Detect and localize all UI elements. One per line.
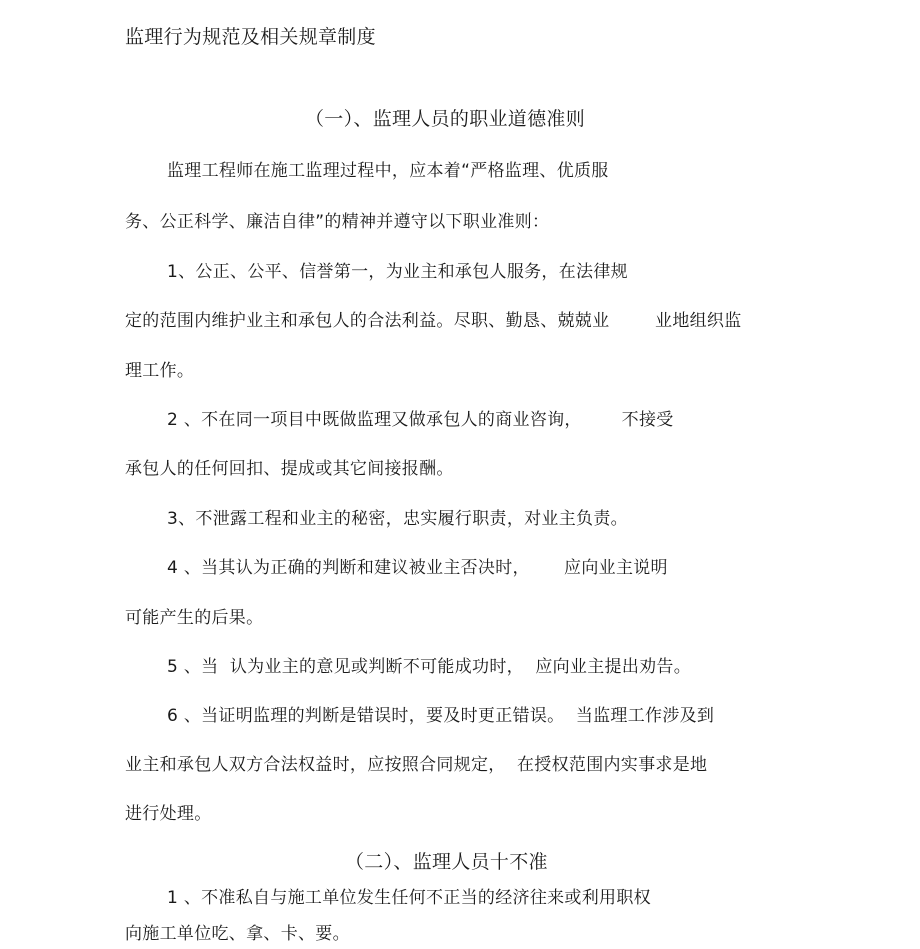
paragraph-line: 监理工程师在施工监理过程中，应本着“严格监理、优质服 — [167, 161, 609, 181]
paragraph-line: 定的范围内维护业主和承包人的合法利益。尽职、勤恳、兢兢业 业地组织监 — [125, 311, 742, 331]
paragraph-line: 务、公正科学、廉洁自律”的精神并遵守以下职业准则： — [125, 212, 550, 232]
paragraph-line: 6 、当证明监理的判断是错误时，要及时更正错误。 当监理工作涉及到 — [167, 706, 715, 726]
paragraph-line: 可能产生的后果。 — [125, 608, 264, 628]
paragraph-line: 1、公正、公平、信誉第一，为业主和承包人服务，在法律规 — [167, 262, 628, 282]
section-2-heading: （二）、监理人员十不准 — [345, 851, 548, 873]
paragraph-line: 4 、当其认为正确的判断和建议被业主否决时， 应向业主说明 — [167, 558, 668, 578]
paragraph-line: 5 、当 认为业主的意见或判断不可能成功时， 应向业主提出劝告。 — [167, 657, 692, 677]
paragraph-line: 2 、不在同一项目中既做监理又做承包人的商业咨询， 不接受 — [167, 410, 674, 430]
paragraph-line: 向施工单位吃、拿、卡、要。 — [125, 924, 350, 944]
paragraph-line: 业主和承包人双方合法权益时，应按照合同规定， 在授权范围内实事求是地 — [125, 755, 708, 775]
paragraph-line: 3、不泄露工程和业主的秘密，忠实履行职责，对业主负责。 — [167, 509, 628, 529]
paragraph-line: 进行处理。 — [125, 804, 212, 824]
paragraph-line: 承包人的任何回扣、提成或其它间接报酬。 — [125, 459, 454, 479]
paragraph-line: 1 、不准私自与施工单位发生任何不正当的经济往来或利用职权 — [167, 888, 651, 908]
document-title: 监理行为规范及相关规章制度 — [125, 26, 376, 48]
paragraph-line: 理工作。 — [125, 361, 195, 381]
section-1-heading: （一）、监理人员的职业道德准则 — [305, 108, 586, 130]
